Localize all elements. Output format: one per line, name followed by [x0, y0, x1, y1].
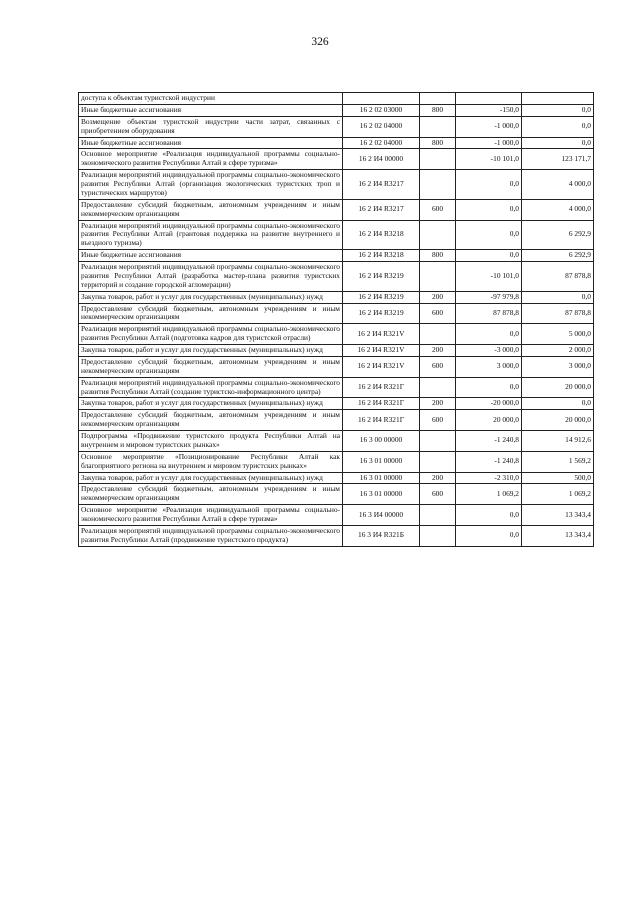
table-row — [79, 116, 594, 137]
change-amount-cell: -3 000,0 — [456, 345, 522, 357]
total-amount-cell: 0,0 — [522, 137, 594, 149]
classification-code-cell: 16 3 И4 00000 — [343, 505, 420, 526]
change-amount-cell: 1 069,2 — [456, 484, 522, 505]
item-name-cell: Основное мероприятие «Реализация индивидуальной программы социально-экономического развития Республики Алтай в сфере туризма» — [79, 149, 343, 170]
change-amount-cell: 0,0 — [456, 525, 522, 546]
classification-code-cell: 16 2 И4 R3219 — [343, 303, 420, 324]
total-amount-cell: 0,0 — [522, 116, 594, 137]
classification-code-cell — [343, 93, 420, 105]
classification-code-cell: 16 3 00 00000 — [343, 431, 420, 452]
change-amount-cell: 0,0 — [456, 505, 522, 526]
total-amount-cell: 0,0 — [522, 291, 594, 303]
classification-code-cell: 16 2 И4 R3218 — [343, 220, 420, 250]
classification-code-cell: 16 2 И4 R321V — [343, 324, 420, 345]
item-name-cell: Возмещение объектам туристской индустрии части затрат, связанных с приобретением оборудования — [79, 116, 343, 137]
classification-code-cell: 16 2 И4 R321Г — [343, 377, 420, 398]
change-amount-cell: -10 101,0 — [456, 262, 522, 292]
item-name-cell: доступа к объектам туристской индустрии — [79, 93, 343, 105]
total-amount-cell: 4 000,0 — [522, 199, 594, 220]
change-amount-cell: -1 240,8 — [456, 451, 522, 472]
expense-type-cell — [420, 220, 456, 250]
change-amount-cell: 0,0 — [456, 250, 522, 262]
change-amount-cell: -20 000,0 — [456, 398, 522, 410]
change-amount-cell: 0,0 — [456, 324, 522, 345]
item-name-cell: Закупка товаров, работ и услуг для государственных (муниципальных) нужд — [79, 398, 343, 410]
change-amount-cell: -1 240,8 — [456, 431, 522, 452]
table-row — [79, 262, 594, 292]
classification-code-cell: 16 3 01 00000 — [343, 484, 420, 505]
table-row — [79, 398, 594, 410]
expense-type-cell: 800 — [420, 250, 456, 262]
classification-code-cell: 16 2 02 04000 — [343, 137, 420, 149]
change-amount-cell: -97 979,8 — [456, 291, 522, 303]
change-amount-cell: -1 000,0 — [456, 116, 522, 137]
item-name-cell: Реализация мероприятий индивидуальной программы социально-экономического развития Республики Алтай (создание туристско-информационного центра) — [79, 377, 343, 398]
expense-type-cell: 600 — [420, 303, 456, 324]
total-amount-cell: 87 878,8 — [522, 303, 594, 324]
page-number: 326 — [311, 36, 329, 48]
classification-code-cell: 16 2 И4 R3217 — [343, 170, 420, 200]
table-row — [79, 525, 594, 546]
budget-table-body — [79, 93, 594, 547]
expense-type-cell — [420, 93, 456, 105]
table-row — [79, 410, 594, 431]
item-name-cell: Реализация мероприятий индивидуальной программы социально-экономического развития Республики Алтай (продвижение туристского продукта) — [79, 525, 343, 546]
expense-type-cell — [420, 451, 456, 472]
table-row — [79, 104, 594, 116]
expense-type-cell — [420, 116, 456, 137]
table-row — [79, 472, 594, 484]
budget-table — [78, 92, 594, 547]
item-name-cell: Предоставление субсидий бюджетным, автономным учреждениям и иным некоммерческим организациям — [79, 484, 343, 505]
total-amount-cell: 123 171,7 — [522, 149, 594, 170]
total-amount-cell: 1 569,2 — [522, 451, 594, 472]
total-amount-cell: 2 000,0 — [522, 345, 594, 357]
table-row — [79, 303, 594, 324]
total-amount-cell: 5 000,0 — [522, 324, 594, 345]
total-amount-cell: 6 292,9 — [522, 250, 594, 262]
classification-code-cell: 16 3 И4 R321Б — [343, 525, 420, 546]
table-row — [79, 377, 594, 398]
expense-type-cell: 200 — [420, 345, 456, 357]
total-amount-cell: 3 000,0 — [522, 356, 594, 377]
classification-code-cell: 16 2 И4 R321V — [343, 356, 420, 377]
change-amount-cell: 87 878,8 — [456, 303, 522, 324]
change-amount-cell: 20 000,0 — [456, 410, 522, 431]
item-name-cell: Иные бюджетные ассигнования — [79, 250, 343, 262]
classification-code-cell: 16 3 01 00000 — [343, 472, 420, 484]
classification-code-cell: 16 2 И4 00000 — [343, 149, 420, 170]
total-amount-cell: 1 069,2 — [522, 484, 594, 505]
table-row — [79, 93, 594, 105]
table-row — [79, 484, 594, 505]
table-row — [79, 199, 594, 220]
item-name-cell: Предоставление субсидий бюджетным, автономным учреждениям и иным некоммерческим организациям — [79, 410, 343, 431]
item-name-cell: Закупка товаров, работ и услуг для государственных (муниципальных) нужд — [79, 472, 343, 484]
item-name-cell: Реализация мероприятий индивидуальной программы социально-экономического развития Республики Алтай (подготовка кадров для туристской отрасли) — [79, 324, 343, 345]
expense-type-cell — [420, 149, 456, 170]
table-row — [79, 345, 594, 357]
expense-type-cell — [420, 525, 456, 546]
item-name-cell: Реализация мероприятий индивидуальной программы социально-экономического развития Республики Алтай (организация экологических туристских троп и туристических маршрутов) — [79, 170, 343, 200]
expense-type-cell — [420, 431, 456, 452]
total-amount-cell: 0,0 — [522, 104, 594, 116]
expense-type-cell — [420, 170, 456, 200]
total-amount-cell: 0,0 — [522, 398, 594, 410]
change-amount-cell: 3 000,0 — [456, 356, 522, 377]
table-row — [79, 250, 594, 262]
total-amount-cell: 4 000,0 — [522, 170, 594, 200]
expense-type-cell: 600 — [420, 199, 456, 220]
classification-code-cell: 16 2 И4 R3219 — [343, 262, 420, 292]
table-row — [79, 324, 594, 345]
item-name-cell: Основное мероприятие «Реализация индивидуальной программы социально-экономического развития Республики Алтай в сфере туризма» — [79, 505, 343, 526]
expense-type-cell: 200 — [420, 291, 456, 303]
table-row — [79, 505, 594, 526]
total-amount-cell: 13 343,4 — [522, 505, 594, 526]
expense-type-cell — [420, 262, 456, 292]
table-row — [79, 451, 594, 472]
total-amount-cell: 500,0 — [522, 472, 594, 484]
classification-code-cell: 16 3 01 00000 — [343, 451, 420, 472]
change-amount-cell: 0,0 — [456, 170, 522, 200]
table-row — [79, 356, 594, 377]
classification-code-cell: 16 2 И4 R321Г — [343, 398, 420, 410]
change-amount-cell: -2 310,0 — [456, 472, 522, 484]
item-name-cell: Иные бюджетные ассигнования — [79, 104, 343, 116]
classification-code-cell: 16 2 И4 R3219 — [343, 291, 420, 303]
change-amount-cell: -1 000,0 — [456, 137, 522, 149]
classification-code-cell: 16 2 И4 R321Г — [343, 410, 420, 431]
table-row — [79, 291, 594, 303]
classification-code-cell: 16 2 02 03000 — [343, 104, 420, 116]
item-name-cell: Реализация мероприятий индивидуальной программы социально-экономического развития Республики Алтай (грантовая поддержка на развитие внутреннего и въездного туризма) — [79, 220, 343, 250]
classification-code-cell: 16 2 02 04000 — [343, 116, 420, 137]
item-name-cell: Предоставление субсидий бюджетным, автономным учреждениям и иным некоммерческим организациям — [79, 303, 343, 324]
expense-type-cell: 600 — [420, 356, 456, 377]
item-name-cell: Предоставление субсидий бюджетным, автономным учреждениям и иным некоммерческим организациям — [79, 199, 343, 220]
classification-code-cell: 16 2 И4 R321V — [343, 345, 420, 357]
expense-type-cell: 600 — [420, 410, 456, 431]
item-name-cell: Иные бюджетные ассигнования — [79, 137, 343, 149]
item-name-cell: Закупка товаров, работ и услуг для государственных (муниципальных) нужд — [79, 291, 343, 303]
table-row — [79, 149, 594, 170]
total-amount-cell: 6 292,9 — [522, 220, 594, 250]
change-amount-cell — [456, 93, 522, 105]
classification-code-cell: 16 2 И4 R3217 — [343, 199, 420, 220]
item-name-cell: Основное мероприятие «Позиционирование Республики Алтай как благоприятного региона на внутреннем и мировом туристских рынках» — [79, 451, 343, 472]
change-amount-cell: -150,0 — [456, 104, 522, 116]
change-amount-cell: 0,0 — [456, 199, 522, 220]
item-name-cell: Реализация мероприятий индивидуальной программы социально-экономического развития Республики Алтай (разработка мастер-плана развития туристских территорий и создание городской агломерации) — [79, 262, 343, 292]
expense-type-cell: 200 — [420, 398, 456, 410]
classification-code-cell: 16 2 И4 R3218 — [343, 250, 420, 262]
total-amount-cell — [522, 93, 594, 105]
expense-type-cell: 800 — [420, 104, 456, 116]
expense-type-cell: 200 — [420, 472, 456, 484]
expense-type-cell — [420, 324, 456, 345]
table-row — [79, 431, 594, 452]
table-row — [79, 220, 594, 250]
change-amount-cell: 0,0 — [456, 377, 522, 398]
expense-type-cell: 800 — [420, 137, 456, 149]
item-name-cell: Подпрограмма «Продвижение туристского продукта Республики Алтай на внутреннем и мировом туристских рынках» — [79, 431, 343, 452]
expense-type-cell — [420, 505, 456, 526]
total-amount-cell: 20 000,0 — [522, 410, 594, 431]
expense-type-cell: 600 — [420, 484, 456, 505]
item-name-cell: Предоставление субсидий бюджетным, автономным учреждениям и иным некоммерческим организациям — [79, 356, 343, 377]
item-name-cell: Закупка товаров, работ и услуг для государственных (муниципальных) нужд — [79, 345, 343, 357]
table-row — [79, 137, 594, 149]
change-amount-cell: -10 101,0 — [456, 149, 522, 170]
expense-type-cell — [420, 377, 456, 398]
total-amount-cell: 13 343,4 — [522, 525, 594, 546]
change-amount-cell: 0,0 — [456, 220, 522, 250]
total-amount-cell: 14 912,6 — [522, 431, 594, 452]
total-amount-cell: 87 878,8 — [522, 262, 594, 292]
table-row — [79, 170, 594, 200]
total-amount-cell: 20 000,0 — [522, 377, 594, 398]
